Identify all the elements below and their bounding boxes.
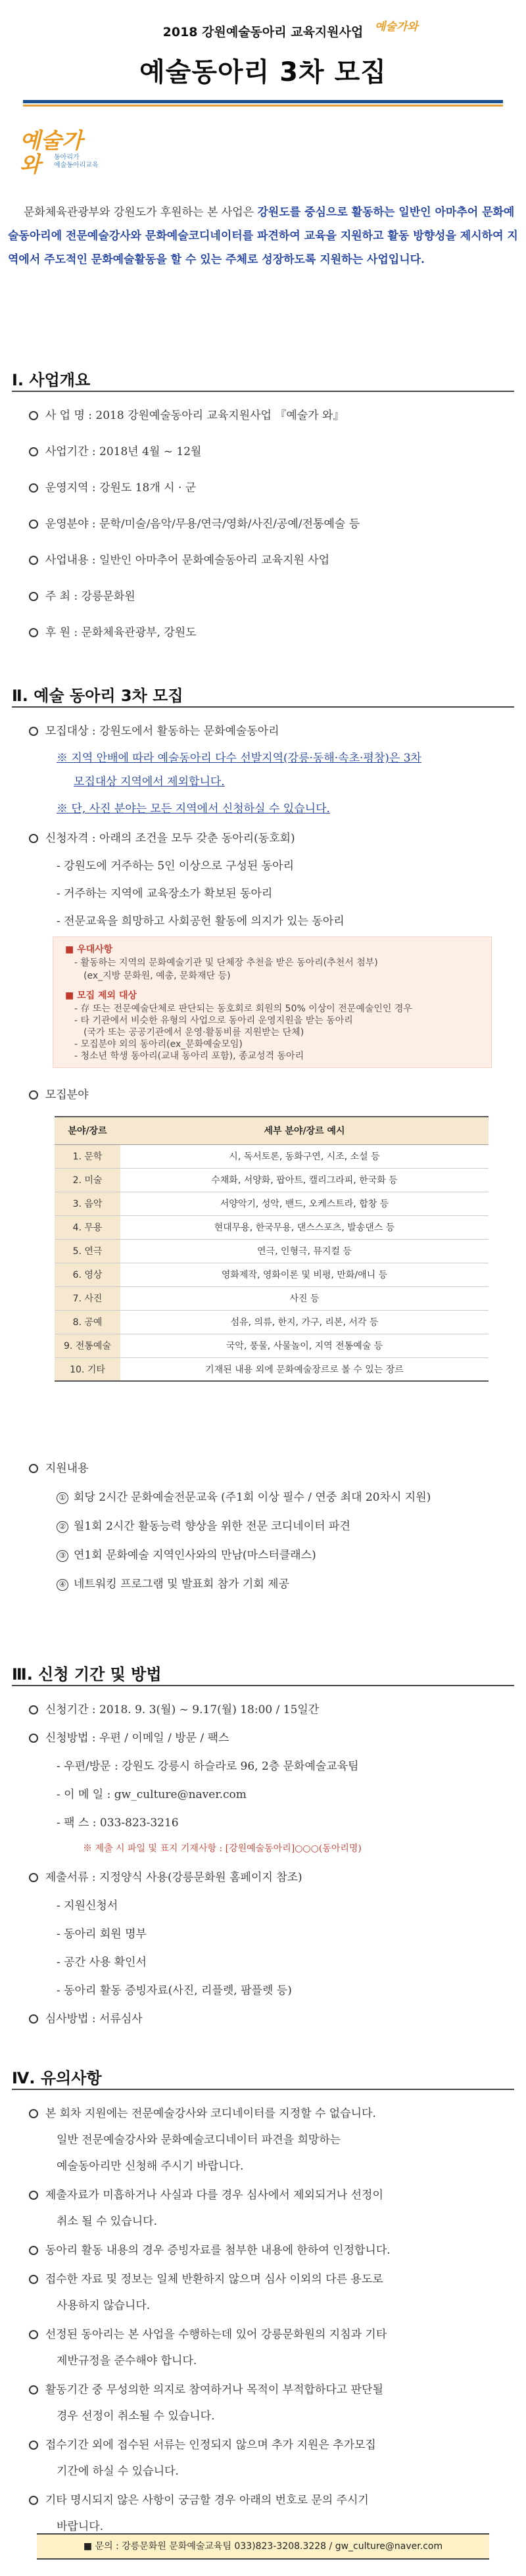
circle-bullet-icon [29,411,38,420]
circle-bullet-icon [29,447,38,456]
field-category: 10. 기타 [55,1357,120,1381]
circle-bullet-icon [29,1464,38,1473]
table-row [55,1215,489,1239]
field-examples: 시, 독서토론, 동화구연, 시조, 소설 등 [120,1144,489,1168]
circle-bullet-icon [29,2014,38,2024]
note-item: 제반규정을 준수해야 합니다. [57,2354,197,2368]
field-examples: 국악, 풍물, 사물놀이, 지역 전통예술 등 [120,1334,489,1357]
support-item: ③ 연1회 문화예술 지역인사와의 만남(마스터클래스) [57,1545,316,1562]
section-title-application: Ⅲ. 신청 기간 및 방법 [12,1665,162,1684]
method-fax: - 팩 스 : 033-823-3216 [57,1816,179,1830]
eligibility-item: - 전문교육을 희망하고 사회공헌 활동에 의지가 있는 동아리 [57,915,345,928]
circle-bullet-icon [29,520,38,529]
circle-bullet-icon [29,1090,38,1100]
program-subtitle: 2018 강원예술동아리 교육지원사업 [162,25,364,39]
field-examples: 영화제작, 영화이론 및 비평, 만화/애니 등 [120,1263,489,1286]
preference-item: (ex_지방 문화원, 예총, 문화재단 등) [84,971,231,981]
document-item: - 공간 사용 확인서 [57,1956,147,1969]
circle-bullet-icon [29,592,38,601]
note-item: 기간에 하실 수 있습니다. [57,2465,179,2478]
document-item: - 동아리 활동 증빙자료(사진, 리플렛, 팜플렛 등) [57,1984,292,1997]
overview-item: 운영분야 : 문학/미술/음악/무용/연극/영화/사진/공예/전통예술 등 [29,514,360,531]
circled-number-icon: ④ [57,1579,68,1591]
field-examples: 사진 등 [120,1286,489,1310]
circle-bullet-icon [29,1873,38,1882]
table-row [55,1192,489,1215]
required-documents: 제출서류 : 지정양식 사용(강릉문화원 홈페이지 참조) [29,1868,302,1884]
field-category: 6. 영상 [55,1263,120,1286]
photo-note: ※ 단, 사진 분야는 모든 지역에서 신청하실 수 있습니다. [57,802,330,815]
fields-table [55,1116,489,1382]
circle-bullet-icon [29,2441,38,2450]
region-note: ※ 지역 안배에 따라 예술동아리 다수 선발지역(강릉·동해·속초·평창)은 3차 [57,752,421,765]
fields-heading: 모집분야 [29,1085,89,1102]
table-row [55,1239,489,1263]
field-examples: 기재된 내용 외에 문화예술장르로 볼 수 있는 장르 [120,1357,489,1381]
circle-bullet-icon [29,727,38,736]
table-row [55,1144,489,1168]
section-divider [12,706,514,708]
support-item: ① 회당 2시간 문화예술전문교육 (주1회 이상 필수 / 연중 최대 20차시 지원) [57,1488,431,1504]
overview-item: 후 원 : 문화체육관광부, 강원도 [29,623,197,639]
circle-bullet-icon [29,483,38,493]
circle-bullet-icon [29,2385,38,2394]
field-category: 3. 음악 [55,1192,120,1215]
table-header-examples: 세부 분야/장르 예시 [120,1117,489,1144]
submission-note: ※ 제출 시 파일 및 표지 기재사항 : [강원예술동아리]○○○(동아리명) [83,1843,362,1854]
exclusion-item: - 存 또는 전문예술단체로 판단되는 동호회로 회원의 50% 이상이 전문예술인인 경우 [74,1004,412,1014]
note-item: 접수기간 외에 접수된 서류는 인정되지 않으며 추가 지원은 추가모집 [29,2435,376,2452]
overview-item: 운영지역 : 강원도 18개 시 · 군 [29,478,196,495]
field-category: 2. 미술 [55,1168,120,1192]
circle-bullet-icon [29,2330,38,2339]
table-header-category: 분야/장르 [55,1117,120,1144]
note-item: 접수한 자료 및 정보는 일체 반환하지 않으며 심사 이외의 다른 용도로 [29,2270,383,2286]
exclusion-item: (국가 또는 공공기관에서 운영·활동비를 지원받는 단체) [84,1027,304,1038]
brand-logo [20,129,99,182]
conditions-box [53,936,492,1068]
exclusion-title: ■ 모집 제외 대상 [65,990,137,1001]
field-examples: 섬유, 의류, 한지, 가구, 리본, 서각 등 [120,1310,489,1334]
intro-paragraph: 문화체육관광부와 강원도가 후원하는 본 사업은 강원도를 중심으로 활동하는 일반인 아마추어 문화예술동아리에 전문예술강사와 문화예술코디네이터를 파견하여 교육을 지원하고 활동 방향성을 제시하여 지역에서 주도적인 문화예술활동을 할 수 있는 주체로 성장하도록 지원하는 사업입니다. [8,206,518,266]
note-item: 선정된 동아리는 본 사업을 수행하는데 있어 강릉문화원의 지침과 기타 [29,2325,387,2341]
circle-bullet-icon [29,1734,38,1743]
section-divider [12,1685,514,1686]
table-row [55,1334,489,1357]
table-row [55,1168,489,1192]
exclusion-item: - 타 기관에서 비슷한 유형의 사업으로 동아리 운영지원을 받는 동아리 [74,1015,353,1026]
overview-item: 사 업 명 : 2018 강원예술동아리 교육지원사업 『예술가 와』 [29,406,344,422]
note-item: 일반 전문예술강사와 문화예술코디네이터 파견을 희망하는 [57,2133,341,2147]
header-divider-accent [23,105,503,107]
logo-text: 예술가와 [20,128,83,177]
note-item: 경우 선정이 취소될 수 있습니다. [57,2410,215,2423]
logo-caption: 동아리가 예술동아리교육 [54,154,99,169]
note-item: 취소 될 수 있습니다. [57,2215,157,2228]
section-title-overview: Ⅰ. 사업개요 [12,371,91,389]
circle-bullet-icon [29,1705,38,1714]
overview-item: 사업기간 : 2018년 4월 ~ 12월 [29,442,201,458]
section-title-notes: Ⅳ. 유의사항 [12,2069,102,2087]
field-examples: 현대무용, 한국무용, 댄스스포츠, 발송댄스 등 [120,1215,489,1239]
table-row [55,1263,489,1286]
circle-bullet-icon [29,628,38,637]
eligibility-item: - 거주하는 지역에 교육장소가 확보된 동아리 [57,887,273,900]
application-period: 신청기간 : 2018. 9. 3(월) ~ 9.17(월) 18:00 / 15일간 [29,1700,319,1716]
note-item: 동아리 활동 내용의 경우 증빙자료를 첨부한 내용에 한하여 인정합니다. [29,2241,391,2257]
circle-bullet-icon [29,556,38,565]
circle-bullet-icon [29,2496,38,2505]
circle-bullet-icon [29,2191,38,2200]
review-method: 심사방법 : 서류심사 [29,2009,143,2026]
note-item: 활동기간 중 무성의한 의지로 참여하거나 목적이 부적합하다고 판단될 [29,2380,383,2396]
exclusion-item: - 모집분야 외의 동아리(ex_문화예술모임) [74,1039,243,1050]
recruit-target: 모집대상 : 강원도에서 활동하는 문화예술동아리 [29,721,279,738]
table-row [55,1310,489,1334]
field-category: 9. 전통예술 [55,1334,120,1357]
exclusion-item: - 청소년 학생 동아리(교내 동아리 포함), 종교성격 동아리 [74,1051,304,1061]
field-category: 7. 사진 [55,1286,120,1310]
field-examples: 서양악기, 성악, 밴드, 오케스트라, 합창 등 [120,1192,489,1215]
support-heading: 지원내용 [29,1459,89,1475]
circle-bullet-icon [29,2246,38,2255]
field-examples: 연극, 인형극, 뮤지컬 등 [120,1239,489,1263]
document-item: - 지원신청서 [57,1899,118,1912]
note-item: 사용하지 않습니다. [57,2299,151,2312]
eligibility-item: - 강원도에 거주하는 5인 이상으로 구성된 동아리 [57,860,295,873]
note-item: 본 회차 지원에는 전문예술강사와 코디네이터를 지정할 수 없습니다. [29,2104,376,2120]
page-title: 예술동아리 3차 모집 [139,57,387,87]
method-item: - 우편/방문 : 강원도 강릉시 하슬라로 96, 2층 문화예술교육팀 [57,1760,359,1773]
preference-title: ■ 우대사항 [65,944,113,955]
eligibility: 신청자격 : 아래의 조건을 모두 갖춘 동아리(동호회) [29,829,295,845]
mini-logo: 예술가와 [375,20,418,34]
note-item: 기타 명시되지 않은 사항이 궁금할 경우 아래의 번호로 문의 주시기 [29,2491,369,2507]
circle-bullet-icon [29,834,38,843]
region-note-cont: 모집대상 지역에서 제외합니다. [74,775,225,789]
section-divider [12,2089,514,2090]
note-item: 바랍니다. [57,2520,104,2533]
overview-item: 주 최 : 강릉문화원 [29,587,135,603]
field-category: 5. 연극 [55,1239,120,1263]
support-item: ② 월1회 2시간 활동능력 향상을 위한 전문 코디네이터 파견 [57,1517,350,1533]
field-category: 1. 문학 [55,1144,120,1168]
circle-bullet-icon [29,2109,38,2118]
method-email[interactable]: - 이 메 일 : gw_culture@naver.com [57,1788,247,1801]
note-item: 제출자료가 미흡하거나 사실과 다를 경우 심사에서 제외되거나 선정이 [29,2185,383,2202]
circle-bullet-icon [29,2275,38,2284]
support-item: ④ 네트워킹 프로그램 및 발표회 참가 기회 제공 [57,1574,289,1591]
circled-number-icon: ① [57,1492,68,1504]
preference-item: - 활동하는 지역의 문화예술기관 및 단체장 추천을 받은 동아리(추천서 첨부) [74,958,378,968]
circled-number-icon: ② [57,1521,68,1533]
document-item: - 동아리 회원 명부 [57,1928,147,1941]
contact-footer: ■ 문의 : 강릉문화원 문화예술교육팀 033)823-3208.3228 / gw_culture@naver.com [37,2533,489,2560]
section-divider [12,391,514,392]
application-method: 신청방법 : 우편 / 이메일 / 방문 / 팩스 [29,1728,229,1745]
section-title-recruit: Ⅱ. 예술 동아리 3차 모집 [12,687,183,705]
table-row [55,1286,489,1310]
circled-number-icon: ③ [57,1550,68,1562]
field-examples: 수채화, 서양화, 팝아트, 캘리그라피, 한국화 등 [120,1168,489,1192]
field-category: 8. 공예 [55,1310,120,1334]
table-row [55,1357,489,1381]
field-category: 4. 무용 [55,1215,120,1239]
header-divider [23,100,503,103]
table-header-row [55,1117,489,1144]
overview-item: 사업내용 : 일반인 아마추어 문화예술동아리 교육지원 사업 [29,550,329,567]
note-item: 예술동아리만 신청해 주시기 바랍니다. [57,2160,244,2173]
